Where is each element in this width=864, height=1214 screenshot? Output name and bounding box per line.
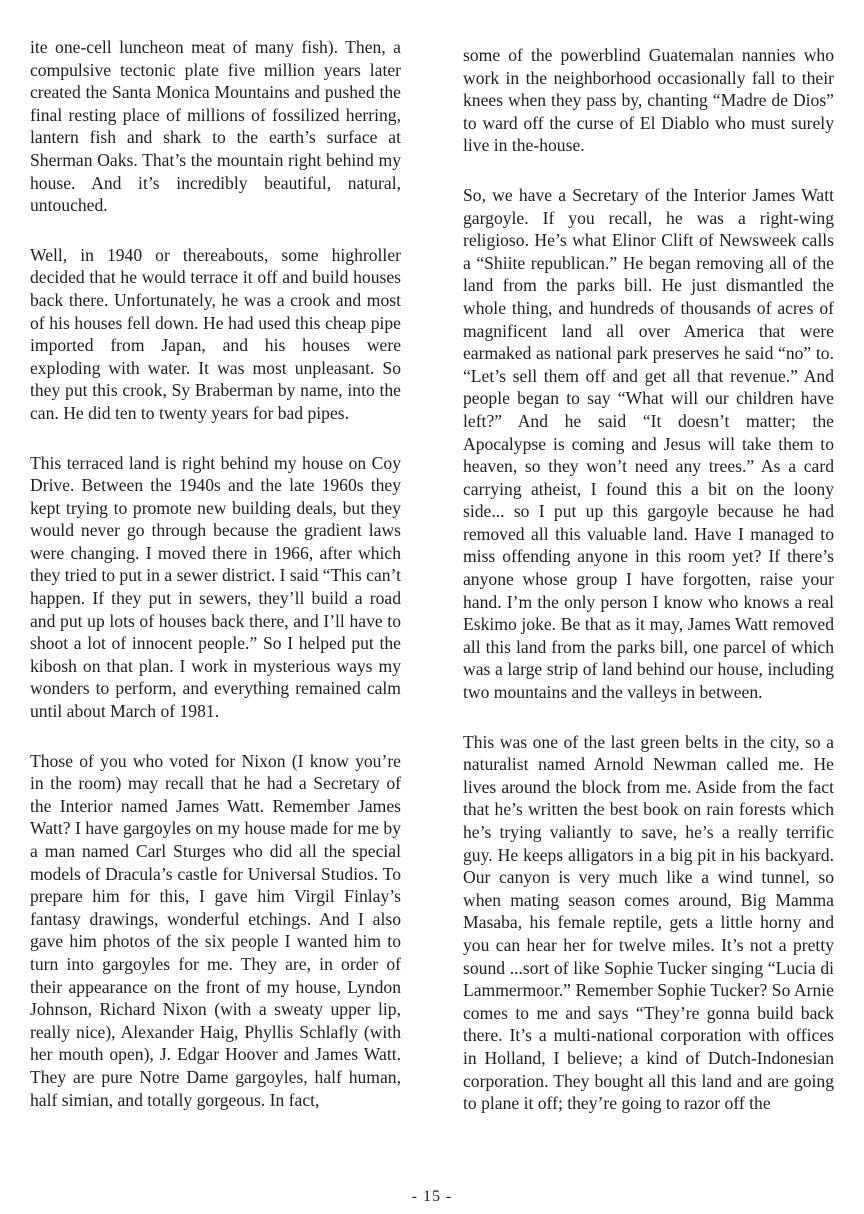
- paragraph: ite one-cell luncheon meat of many fish). Then, a compulsive tectonic plate five million years later created the Santa Monica Mountains and pushed the final resting place of millions of fossilized herring, lantern fish and shark to the earth’s surface at Sherman Oaks. That’s the mountain right behind my house. And it’s incredibly beautiful, natural, untouched.: [30, 37, 401, 216]
- page-number: - 15 -: [411, 1188, 453, 1205]
- left-text-column: [30, 36, 401, 1111]
- right-text-column: [463, 44, 834, 1115]
- paragraph: Those of you who voted for Nixon (I know you’re in the room) may recall that he had a Secretary of the Interior named James Watt. Remember James Watt? I have gargoyles on my house made for me by a man named Carl Sturges who did all the special models of Dracula’s castle for Universal Studios. To prepare him for this, I gave him Virgil Finlay’s fantasy drawings, wonderful etchings. And I also gave him photos of the six people I wanted him to turn into gargoyles for me. They are, in order of their appearance on the front of my house, Lyndon Johnson, Richard Nixon (with a sweaty upper lip, really nice), Alexander Haig, Phyllis Schlafly (with her mouth open), J. Edgar Hoover and James Watt. They are pure Notre Dame gargoyles, half human, half simian, and totally gorgeous. In fact,: [30, 750, 401, 1110]
- paragraph: Well, in 1940 or thereabouts, some highroller decided that he would terrace it off and build houses back there. Unfortunately, he was a crook and most of his houses fell down. He had used this cheap pipe imported from Japan, and his houses were exploding with water. It was most unpleasant. So they put this crook, Sy Braberman by name, into the can. He did ten to twenty years for bad pipes.: [30, 244, 401, 423]
- paragraph: So, we have a Secretary of the Interior James Watt gargoyle. If you recall, he was a right-wing religioso. He’s what Elinor Clift of Newsweek calls a “Shiite republican.” He began removing all of the land from the parks bill. He just dismantled the whole thing, and hundreds of thousands of acres of magnificent land all over America that were earmaked as national park preserves he said “no” to. “Let’s sell them off and get all that revenue.” And people began to say “What will our children have left?” And he said “It doesn’t matter; the Apocalypse is coming and Jesus will take them to heaven, so they won’t need any trees.” As a card carrying atheist, I found this a bit on the loony side... so I put up this gargoyle because he had removed all this valuable land. Have I managed to miss offending anyone in this room yet? If there’s anyone whose group I have forgotten, raise your hand. I’m the only person I know who knows a real Eskimo joke. Be that as it may, James Watt removed all this land from the parks bill, one parcel of which was a large strip of land behind our house, including two mountains and the valleys in between.: [463, 184, 834, 703]
- paragraph: This was one of the last green belts in the city, so a naturalist named Arnold Newman called me. He lives around the block from me. Aside from the fact that he’s written the best book on rain forests which he’s trying valiantly to save, he’s a really terrific guy. He keeps alligators in a big pit in his backyard. Our canyon is very much like a wind tunnel, so when mating season comes around, Big Mamma Masaba, his female reptile, gets a little horny and you can hear her for twelve miles. It’s not a pretty sound ...sort of like Sophie Tucker singing “Lucia di Lammermoor.” Remember Sophie Tucker? So Arnie comes to me and says “They’re gonna build back there. It’s a multi-national corporation with offices in Holland, I believe; a kind of Dutch-Indonesian corporation. They bought all this land and are going to plane it off; they’re going to razor off the: [463, 731, 834, 1114]
- paragraph: some of the powerblind Guatemalan nannies who work in the neighborhood occasionally fall to their knees when they pass by, chanting “Madre de Dios” to ward off the curse of El Diablo who must surely live in the-house.: [463, 45, 834, 156]
- paragraph: This terraced land is right behind my house on Coy Drive. Between the 1940s and the late 1960s they kept trying to promote new building deals, but they would never go through because the gradient laws were changing. I moved there in 1966, after which they tried to put in a sewer district. I said “This can’t happen. If they put in sewers, they’ll build a road and put up lots of houses back there, and I’ll have to shoot a lot of innocent people.” So I helped put the kibosh on that plan. I work in mysterious ways my wonders to perform, and everything remained calm until about March of 1981.: [30, 452, 401, 722]
